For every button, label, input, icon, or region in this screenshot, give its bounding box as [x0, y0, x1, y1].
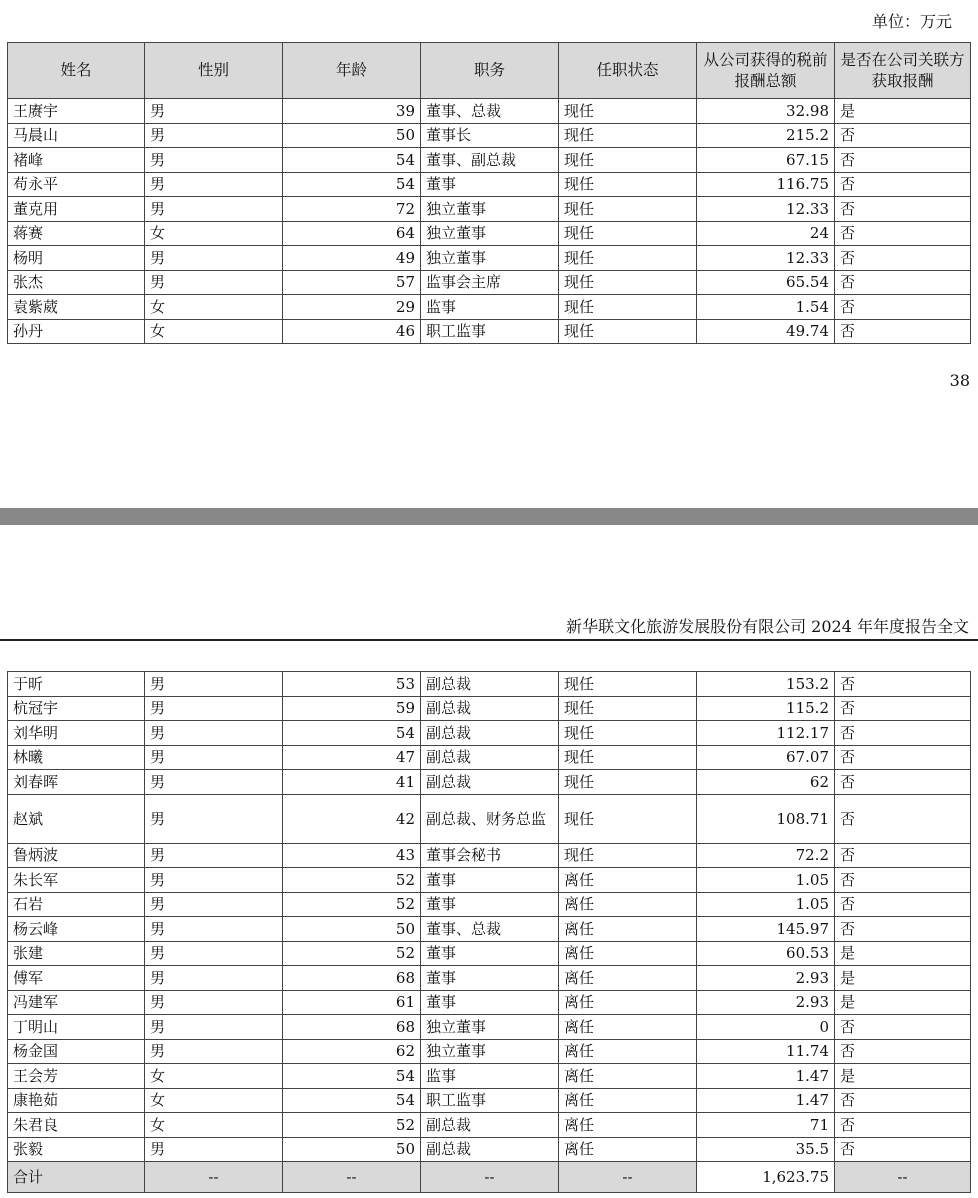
cell-status: 现任	[559, 696, 697, 721]
cell-related: 否	[835, 319, 971, 344]
compensation-table-page1	[7, 42, 971, 344]
cell-pay: 108.71	[697, 794, 835, 843]
header-status: 任职状态	[559, 43, 697, 99]
cell-position: 董事	[421, 966, 559, 991]
header-gender: 性别	[145, 43, 283, 99]
cell-name: 朱长军	[8, 868, 145, 893]
cell-status: 现任	[559, 221, 697, 246]
cell-age: 54	[283, 172, 421, 197]
total-gender: --	[145, 1162, 283, 1193]
cell-status: 离任	[559, 892, 697, 917]
cell-name: 林曦	[8, 745, 145, 770]
total-row	[8, 1162, 971, 1193]
cell-pay: 71	[697, 1113, 835, 1138]
cell-age: 50	[283, 917, 421, 942]
cell-gender: 女	[145, 221, 283, 246]
cell-age: 52	[283, 892, 421, 917]
cell-pay: 12.33	[697, 246, 835, 271]
cell-pay: 12.33	[697, 197, 835, 222]
table-row	[8, 770, 971, 795]
cell-pay: 72.2	[697, 843, 835, 868]
table-row	[8, 1088, 971, 1113]
cell-status: 现任	[559, 172, 697, 197]
cell-status: 离任	[559, 1113, 697, 1138]
cell-pay: 32.98	[697, 99, 835, 124]
cell-gender: 男	[145, 99, 283, 124]
cell-name: 袁紫葳	[8, 295, 145, 320]
cell-related: 否	[835, 221, 971, 246]
cell-age: 47	[283, 745, 421, 770]
cell-related: 是	[835, 99, 971, 124]
table-row	[8, 221, 971, 246]
table-row	[8, 319, 971, 344]
cell-related: 是	[835, 941, 971, 966]
cell-position: 董事	[421, 868, 559, 893]
cell-age: 39	[283, 99, 421, 124]
cell-position: 独立董事	[421, 1039, 559, 1064]
cell-name: 董克用	[8, 197, 145, 222]
page-separator	[0, 508, 978, 525]
cell-related: 否	[835, 1039, 971, 1064]
cell-gender: 男	[145, 246, 283, 271]
table-row	[8, 148, 971, 173]
table-row	[8, 892, 971, 917]
cell-status: 离任	[559, 1064, 697, 1089]
table-row	[8, 1113, 971, 1138]
cell-pay: 65.54	[697, 270, 835, 295]
cell-gender: 男	[145, 148, 283, 173]
cell-name: 刘春晖	[8, 770, 145, 795]
cell-age: 41	[283, 770, 421, 795]
cell-name: 马晨山	[8, 123, 145, 148]
cell-name: 丁明山	[8, 1015, 145, 1040]
running-header: 新华联文化旅游发展股份有限公司 2024 年年度报告全文	[566, 617, 969, 636]
cell-pay: 2.93	[697, 966, 835, 991]
cell-related: 否	[835, 295, 971, 320]
total-age: --	[283, 1162, 421, 1193]
table-row	[8, 745, 971, 770]
cell-gender: 男	[145, 868, 283, 893]
cell-pay: 215.2	[697, 123, 835, 148]
cell-name: 刘华明	[8, 721, 145, 746]
cell-gender: 女	[145, 1064, 283, 1089]
cell-position: 副总裁	[421, 1113, 559, 1138]
cell-status: 现任	[559, 745, 697, 770]
cell-status: 离任	[559, 1088, 697, 1113]
cell-related: 否	[835, 770, 971, 795]
cell-position: 董事	[421, 941, 559, 966]
cell-age: 50	[283, 123, 421, 148]
compensation-table-page2	[7, 671, 971, 1193]
cell-status: 离任	[559, 966, 697, 991]
cell-age: 68	[283, 1015, 421, 1040]
cell-gender: 男	[145, 892, 283, 917]
cell-status: 现任	[559, 197, 697, 222]
cell-position: 独立董事	[421, 221, 559, 246]
cell-age: 54	[283, 721, 421, 746]
cell-related: 否	[835, 1137, 971, 1162]
cell-age: 57	[283, 270, 421, 295]
cell-gender: 男	[145, 990, 283, 1015]
cell-gender: 男	[145, 917, 283, 942]
cell-status: 现任	[559, 246, 697, 271]
cell-name: 赵斌	[8, 794, 145, 843]
cell-status: 现任	[559, 270, 697, 295]
header-related: 是否在公司关联方获取报酬	[835, 43, 971, 99]
cell-name: 张毅	[8, 1137, 145, 1162]
cell-gender: 女	[145, 1088, 283, 1113]
cell-position: 副总裁	[421, 745, 559, 770]
table-header-row	[8, 43, 971, 99]
cell-name: 傅军	[8, 966, 145, 991]
cell-position: 董事、副总裁	[421, 148, 559, 173]
cell-related: 否	[835, 123, 971, 148]
page-number: 38	[949, 371, 970, 390]
cell-position: 副总裁	[421, 721, 559, 746]
cell-status: 现任	[559, 672, 697, 697]
cell-name: 康艳茹	[8, 1088, 145, 1113]
cell-pay: 24	[697, 221, 835, 246]
cell-status: 离任	[559, 941, 697, 966]
cell-pay: 145.97	[697, 917, 835, 942]
cell-name: 王赓宇	[8, 99, 145, 124]
cell-position: 副总裁	[421, 1137, 559, 1162]
cell-status: 现任	[559, 770, 697, 795]
cell-name: 褚峰	[8, 148, 145, 173]
cell-age: 59	[283, 696, 421, 721]
header-pay: 从公司获得的税前报酬总额	[697, 43, 835, 99]
cell-status: 离任	[559, 868, 697, 893]
cell-position: 董事长	[421, 123, 559, 148]
cell-name: 石岩	[8, 892, 145, 917]
cell-position: 独立董事	[421, 246, 559, 271]
cell-position: 董事、总裁	[421, 917, 559, 942]
table-row	[8, 843, 971, 868]
cell-pay: 1.05	[697, 892, 835, 917]
cell-related: 是	[835, 1064, 971, 1089]
cell-position: 独立董事	[421, 1015, 559, 1040]
table-row	[8, 270, 971, 295]
table-row	[8, 941, 971, 966]
table-row	[8, 917, 971, 942]
total-position: --	[421, 1162, 559, 1193]
cell-age: 46	[283, 319, 421, 344]
cell-pay: 11.74	[697, 1039, 835, 1064]
cell-gender: 男	[145, 1137, 283, 1162]
cell-position: 副总裁	[421, 770, 559, 795]
cell-pay: 1.47	[697, 1088, 835, 1113]
cell-age: 54	[283, 1088, 421, 1113]
cell-status: 现任	[559, 721, 697, 746]
cell-pay: 153.2	[697, 672, 835, 697]
cell-related: 否	[835, 197, 971, 222]
cell-pay: 49.74	[697, 319, 835, 344]
total-label: 合计	[8, 1162, 145, 1193]
table-row	[8, 868, 971, 893]
cell-pay: 0	[697, 1015, 835, 1040]
cell-pay: 1.47	[697, 1064, 835, 1089]
cell-status: 现任	[559, 843, 697, 868]
cell-name: 鲁炳波	[8, 843, 145, 868]
cell-name: 蒋赛	[8, 221, 145, 246]
cell-age: 68	[283, 966, 421, 991]
total-pay: 1,623.75	[697, 1162, 835, 1193]
cell-gender: 男	[145, 966, 283, 991]
cell-related: 否	[835, 148, 971, 173]
cell-related: 是	[835, 966, 971, 991]
table-row	[8, 1137, 971, 1162]
cell-related: 否	[835, 794, 971, 843]
header-age: 年龄	[283, 43, 421, 99]
cell-age: 49	[283, 246, 421, 271]
cell-position: 董事	[421, 990, 559, 1015]
cell-gender: 男	[145, 270, 283, 295]
cell-related: 否	[835, 246, 971, 271]
cell-position: 职工监事	[421, 319, 559, 344]
table-row	[8, 696, 971, 721]
cell-position: 董事会秘书	[421, 843, 559, 868]
cell-pay: 2.93	[697, 990, 835, 1015]
cell-age: 42	[283, 794, 421, 843]
cell-status: 现任	[559, 148, 697, 173]
cell-position: 职工监事	[421, 1088, 559, 1113]
cell-age: 52	[283, 868, 421, 893]
cell-name: 朱君良	[8, 1113, 145, 1138]
cell-gender: 男	[145, 672, 283, 697]
cell-related: 否	[835, 843, 971, 868]
header-position: 职务	[421, 43, 559, 99]
cell-pay: 67.07	[697, 745, 835, 770]
unit-label: 单位：万元	[871, 12, 952, 31]
cell-pay: 67.15	[697, 148, 835, 173]
table-row	[8, 990, 971, 1015]
cell-status: 现任	[559, 794, 697, 843]
cell-gender: 男	[145, 941, 283, 966]
header-name: 姓名	[8, 43, 145, 99]
cell-gender: 男	[145, 721, 283, 746]
cell-related: 否	[835, 1088, 971, 1113]
cell-gender: 男	[145, 696, 283, 721]
cell-related: 否	[835, 917, 971, 942]
cell-related: 否	[835, 1113, 971, 1138]
cell-age: 54	[283, 1064, 421, 1089]
cell-age: 52	[283, 1113, 421, 1138]
cell-status: 现任	[559, 123, 697, 148]
cell-status: 离任	[559, 990, 697, 1015]
table-row	[8, 172, 971, 197]
cell-position: 董事	[421, 172, 559, 197]
cell-position: 董事、总裁	[421, 99, 559, 124]
cell-name: 冯建军	[8, 990, 145, 1015]
cell-related: 否	[835, 672, 971, 697]
cell-age: 61	[283, 990, 421, 1015]
cell-age: 72	[283, 197, 421, 222]
cell-gender: 男	[145, 1015, 283, 1040]
cell-gender: 女	[145, 295, 283, 320]
cell-pay: 1.05	[697, 868, 835, 893]
total-related: --	[835, 1162, 971, 1193]
cell-gender: 男	[145, 172, 283, 197]
cell-name: 张建	[8, 941, 145, 966]
cell-gender: 男	[145, 123, 283, 148]
cell-status: 现任	[559, 99, 697, 124]
cell-position: 监事会主席	[421, 270, 559, 295]
table-row	[8, 1064, 971, 1089]
cell-gender: 男	[145, 745, 283, 770]
cell-gender: 男	[145, 197, 283, 222]
cell-age: 64	[283, 221, 421, 246]
cell-position: 副总裁、财务总监	[421, 794, 559, 843]
cell-related: 否	[835, 1015, 971, 1040]
table-row	[8, 246, 971, 271]
cell-related: 是	[835, 990, 971, 1015]
cell-pay: 116.75	[697, 172, 835, 197]
cell-position: 董事	[421, 892, 559, 917]
cell-status: 离任	[559, 1039, 697, 1064]
cell-age: 29	[283, 295, 421, 320]
cell-age: 50	[283, 1137, 421, 1162]
table-row	[8, 197, 971, 222]
cell-name: 杭冠宇	[8, 696, 145, 721]
cell-pay: 35.5	[697, 1137, 835, 1162]
total-status: --	[559, 1162, 697, 1193]
cell-age: 62	[283, 1039, 421, 1064]
cell-position: 副总裁	[421, 696, 559, 721]
cell-name: 苟永平	[8, 172, 145, 197]
cell-related: 否	[835, 721, 971, 746]
cell-related: 否	[835, 696, 971, 721]
cell-gender: 男	[145, 843, 283, 868]
cell-status: 离任	[559, 1015, 697, 1040]
cell-status: 现任	[559, 319, 697, 344]
cell-gender: 女	[145, 319, 283, 344]
cell-pay: 60.53	[697, 941, 835, 966]
cell-position: 副总裁	[421, 672, 559, 697]
cell-pay: 1.54	[697, 295, 835, 320]
cell-status: 离任	[559, 1137, 697, 1162]
cell-related: 否	[835, 868, 971, 893]
cell-name: 杨云峰	[8, 917, 145, 942]
table-row	[8, 99, 971, 124]
table-row	[8, 1015, 971, 1040]
cell-status: 离任	[559, 917, 697, 942]
cell-name: 于昕	[8, 672, 145, 697]
cell-name: 张杰	[8, 270, 145, 295]
cell-name: 王会芳	[8, 1064, 145, 1089]
cell-name: 孙丹	[8, 319, 145, 344]
cell-pay: 62	[697, 770, 835, 795]
table-row	[8, 123, 971, 148]
header-rule	[0, 639, 978, 641]
cell-related: 否	[835, 270, 971, 295]
cell-position: 监事	[421, 295, 559, 320]
cell-gender: 男	[145, 1039, 283, 1064]
cell-age: 52	[283, 941, 421, 966]
cell-age: 53	[283, 672, 421, 697]
cell-name: 杨明	[8, 246, 145, 271]
cell-related: 否	[835, 745, 971, 770]
table-row	[8, 1039, 971, 1064]
cell-gender: 男	[145, 770, 283, 795]
table-row	[8, 672, 971, 697]
cell-name: 杨金国	[8, 1039, 145, 1064]
table-row	[8, 794, 971, 843]
cell-pay: 112.17	[697, 721, 835, 746]
cell-age: 43	[283, 843, 421, 868]
table-row	[8, 295, 971, 320]
cell-position: 独立董事	[421, 197, 559, 222]
table-row	[8, 721, 971, 746]
cell-position: 监事	[421, 1064, 559, 1089]
cell-status: 现任	[559, 295, 697, 320]
table-row	[8, 966, 971, 991]
cell-related: 否	[835, 172, 971, 197]
cell-age: 54	[283, 148, 421, 173]
cell-gender: 男	[145, 794, 283, 843]
cell-pay: 115.2	[697, 696, 835, 721]
cell-gender: 女	[145, 1113, 283, 1138]
cell-related: 否	[835, 892, 971, 917]
